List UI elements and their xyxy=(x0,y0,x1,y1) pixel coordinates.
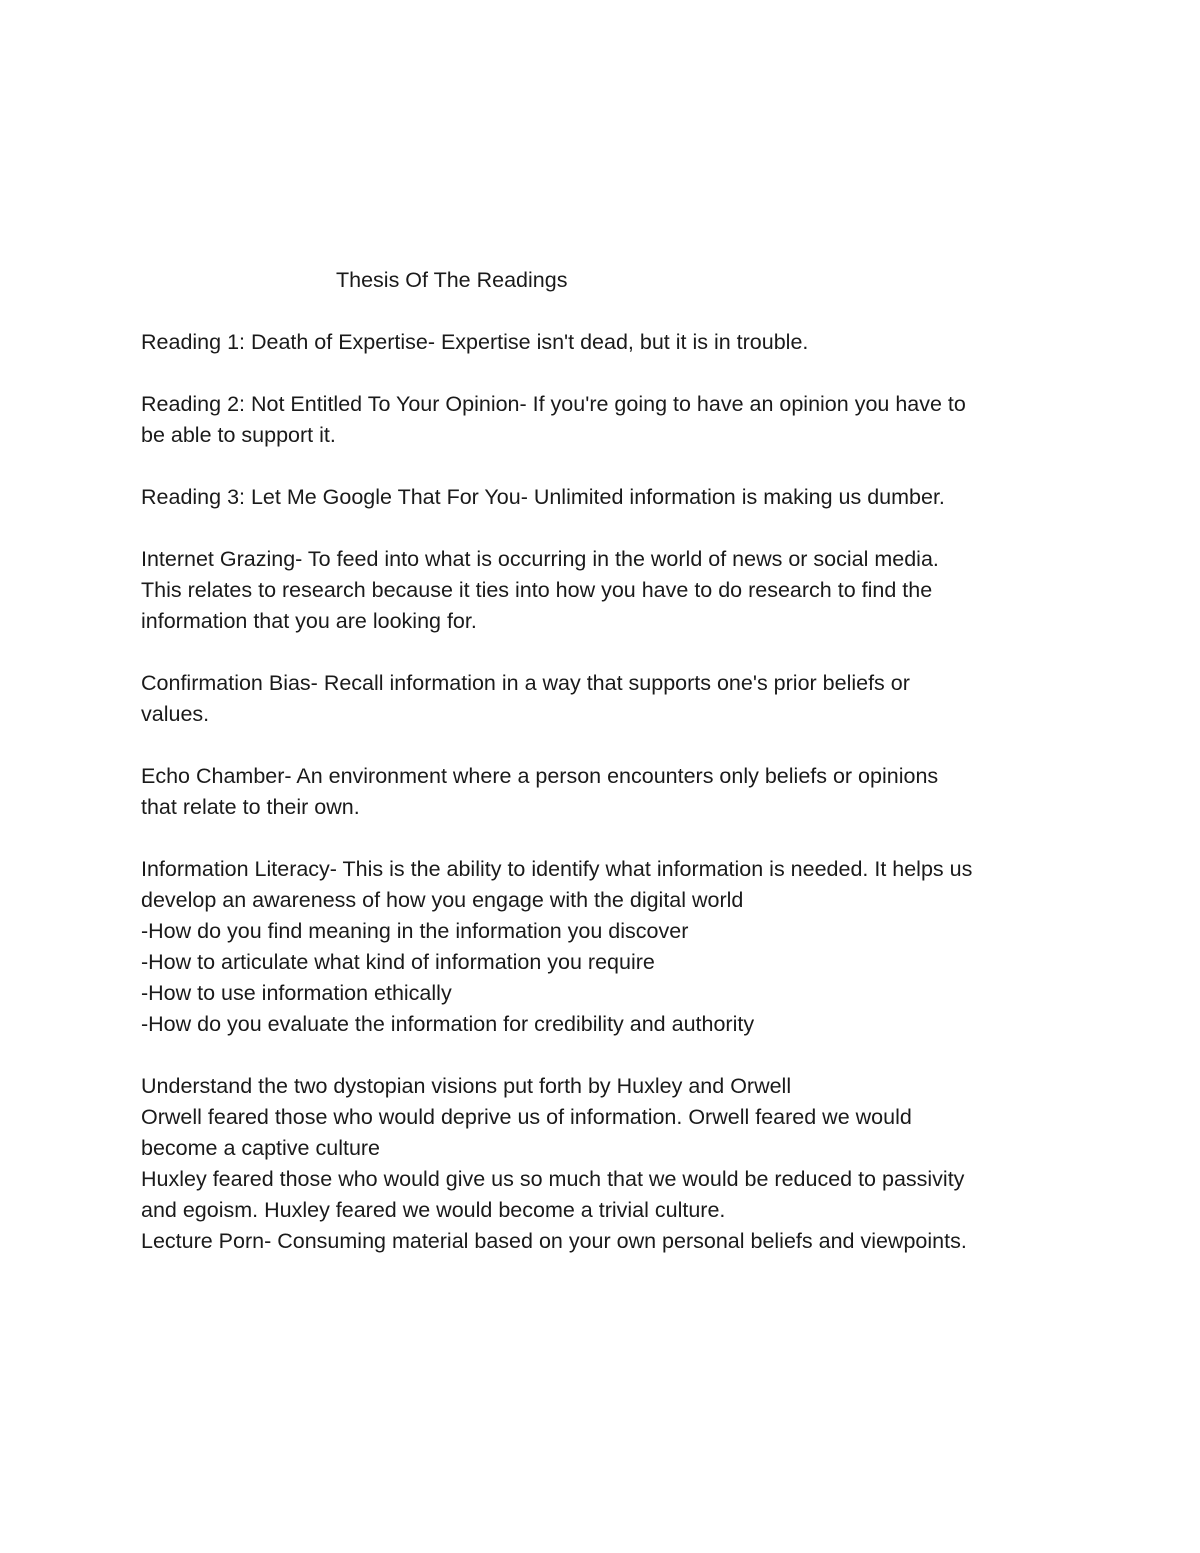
blank-line xyxy=(141,451,1061,482)
paragraph-line: Lecture Porn- Consuming material based on your own personal beliefs and viewpoints. xyxy=(141,1229,967,1253)
paragraph-line: become a captive culture xyxy=(141,1136,381,1160)
paragraph-line: Huxley feared those who would give us so much that we would be reduced to passivity xyxy=(141,1167,965,1191)
paragraph-line: that relate to their own. xyxy=(141,795,360,819)
bullet-line: -How do you evaluate the information for credibility and authority xyxy=(141,1012,755,1036)
paragraph-line: be able to support it. xyxy=(141,423,336,447)
bullet-line: -How to use information ethically xyxy=(141,981,452,1005)
blank-line xyxy=(141,637,1061,668)
paragraph-line: Information Literacy- This is the ability to identify what information is needed. It helps us xyxy=(141,857,973,881)
document-title: Thesis Of The Readings xyxy=(336,268,568,292)
blank-line xyxy=(141,823,1061,854)
paragraph-line: values. xyxy=(141,702,210,726)
paragraph-line: Reading 3: Let Me Google That For You- Unlimited information is making us dumber. xyxy=(141,485,945,509)
paragraph-line: Internet Grazing- To feed into what is occurring in the world of news or social media. xyxy=(141,547,939,571)
blank-line xyxy=(141,513,1061,544)
paragraph-line: Confirmation Bias- Recall information in a way that supports one's prior beliefs or xyxy=(141,671,910,695)
paragraph-line: information that you are looking for. xyxy=(141,609,477,633)
paragraph-line: This relates to research because it ties into how you have to do research to find the xyxy=(141,578,933,602)
paragraph-line: Reading 1: Death of Expertise- Expertise isn't dead, but it is in trouble. xyxy=(141,330,809,354)
blank-line xyxy=(141,730,1061,761)
paragraph-line: Orwell feared those who would deprive us of information. Orwell feared we would xyxy=(141,1105,912,1129)
bullet-line: -How to articulate what kind of information you require xyxy=(141,950,655,974)
paragraph-line: Reading 2: Not Entitled To Your Opinion- If you're going to have an opinion you have to xyxy=(141,392,966,416)
paragraph-line: and egoism. Huxley feared we would become a trivial culture. xyxy=(141,1198,726,1222)
blank-line xyxy=(141,358,1061,389)
bullet-line: -How do you find meaning in the information you discover xyxy=(141,919,689,943)
paragraph-line: Understand the two dystopian visions put forth by Huxley and Orwell xyxy=(141,1074,792,1098)
blank-line xyxy=(141,1040,1061,1071)
document-body xyxy=(141,327,1061,1257)
paragraph-line: Echo Chamber- An environment where a person encounters only beliefs or opinions xyxy=(141,764,939,788)
paragraph-line: develop an awareness of how you engage with the digital world xyxy=(141,888,744,912)
